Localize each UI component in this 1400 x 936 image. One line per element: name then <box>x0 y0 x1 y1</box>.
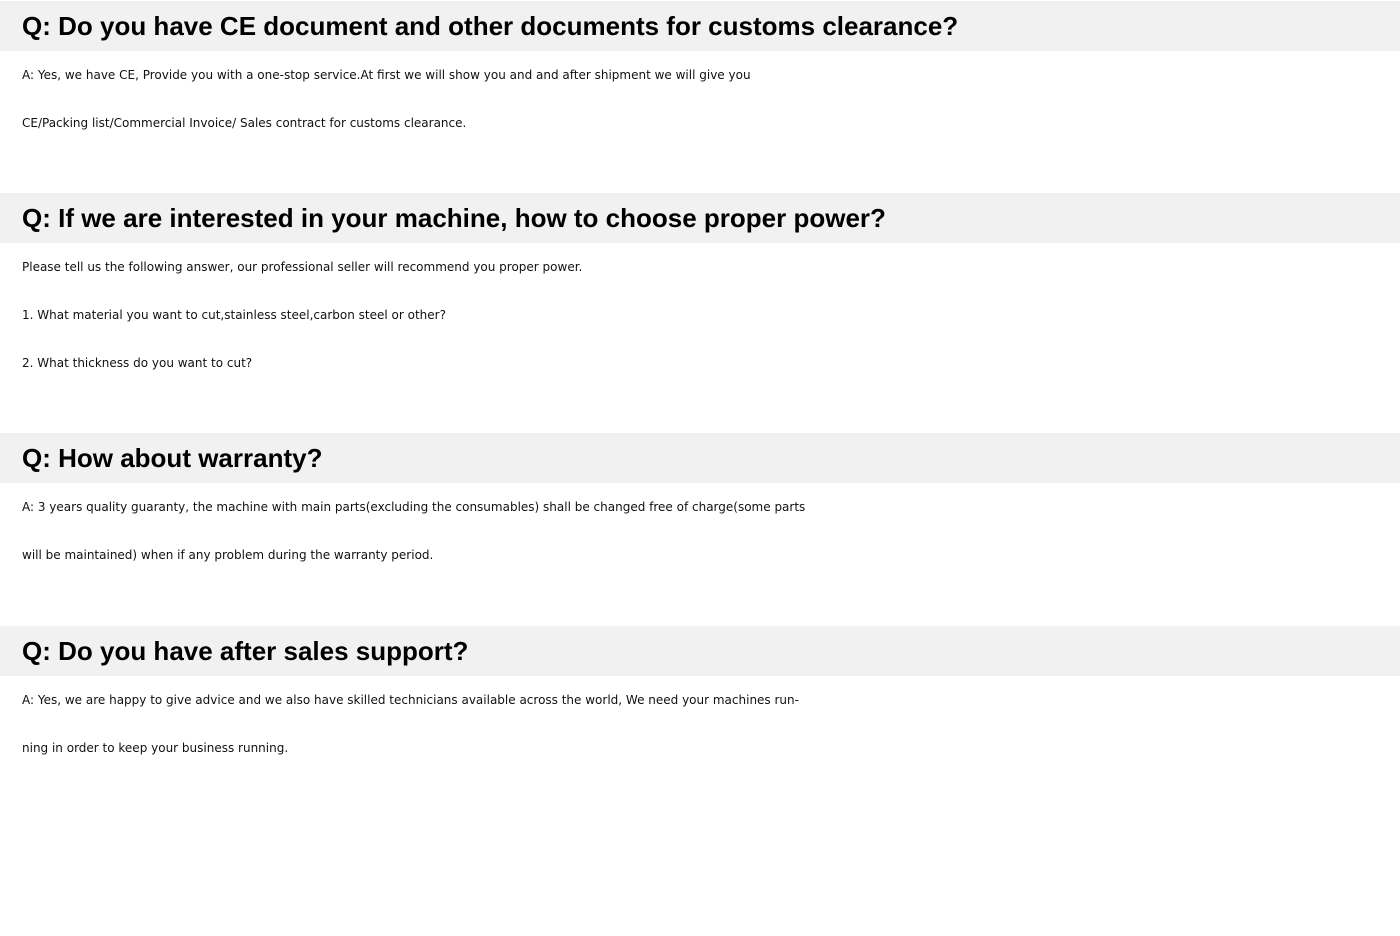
answer-line: CE/Packing list/Commercial Invoice/ Sales contract for customs clearance. <box>22 116 467 130</box>
question-text: Q: Do you have after sales support? <box>22 635 469 666</box>
answer-line: ning in order to keep your business running. <box>22 741 289 755</box>
question-bar <box>0 1 1400 51</box>
question-text: Q: How about warranty? <box>22 442 323 473</box>
faq-item-after-sales <box>0 626 1400 772</box>
question-bar <box>0 433 1400 483</box>
answer-line: will be maintained) when if any problem during the warranty period. <box>22 548 434 562</box>
question-bar <box>0 626 1400 676</box>
faq-item-warranty <box>0 433 1400 579</box>
answer-line: 1. What material you want to cut,stainless steel,carbon steel or other? <box>22 308 446 322</box>
question-text: Q: If we are interested in your machine, how to choose proper power? <box>22 202 886 233</box>
answer-line: A: Yes, we have CE, Provide you with a one-stop service.At first we will show you and and after shipment we will give you <box>22 68 751 82</box>
answer-line: A: 3 years quality guaranty, the machine with main parts(excluding the consumables) shall be changed free of charge(some parts <box>22 500 806 514</box>
question-text: Q: Do you have CE document and other documents for customs clearance? <box>22 10 959 41</box>
faq-item-ce-documents <box>0 1 1400 147</box>
faq-item-choose-power <box>0 193 1400 387</box>
answer-line: 2. What thickness do you want to cut? <box>22 356 253 370</box>
answer-line: A: Yes, we are happy to give advice and we also have skilled technicians available across the world, We need your machines run- <box>22 693 799 707</box>
question-bar <box>0 193 1400 243</box>
answer-line: Please tell us the following answer, our professional seller will recommend you proper power. <box>22 260 583 274</box>
